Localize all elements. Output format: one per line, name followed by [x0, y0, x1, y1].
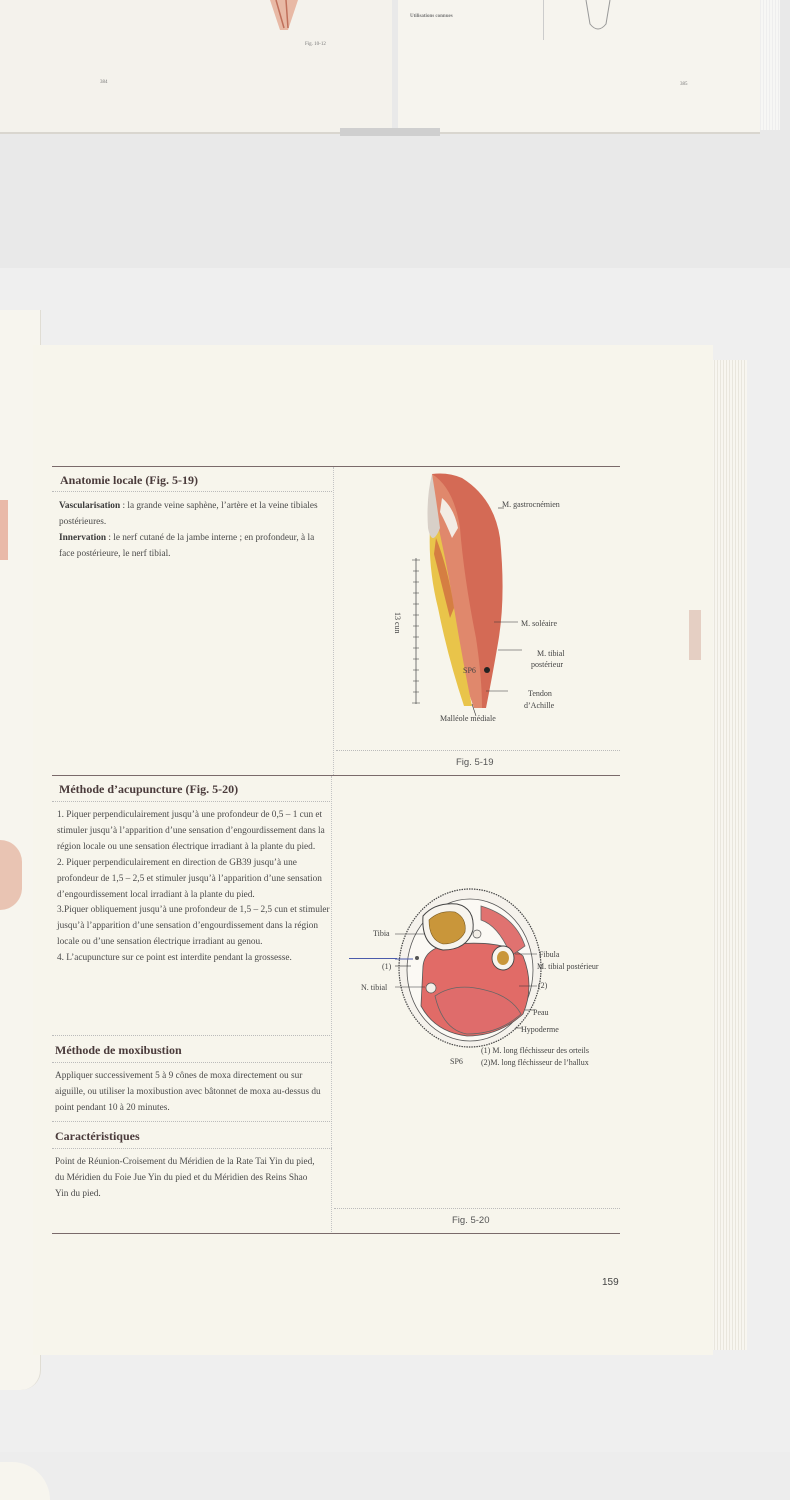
fig20-caption-rule [334, 1208, 620, 1209]
fig20-legend-2: (2)M. long fléchisseur de l’hallux [481, 1058, 589, 1067]
section4-dotted-rule [52, 1148, 332, 1149]
acupuncture-step-2: 2. Piquer perpendiculairement en direction de GB39 jusqu’à une profondeur de 1,5 – 2,5 et stimuler jusqu’à l’apparition d’une sensation d’engourdissement local irradiant à la plante du pied. [57, 857, 322, 900]
top-right-heading: Utilisations connues [410, 14, 453, 19]
fig20-label-sp6: SP6 [450, 1057, 463, 1066]
fig20-label-tibia: Tibia [373, 929, 390, 938]
fig19-label-tibial2: postérieur [531, 660, 563, 669]
section3-body [55, 1069, 327, 1117]
top-rule [52, 466, 620, 467]
fig19-caption: Fig. 5-19 [456, 757, 494, 768]
bottom-rule [52, 1233, 620, 1234]
vasc-text: : la grande veine saphène, l’artère et la veine tibiales postérieures. [59, 501, 318, 527]
fig19-caption-rule [336, 750, 620, 751]
needle-line [349, 958, 397, 959]
fig19-label-tendon1: Tendon [528, 689, 552, 698]
section2-title: Méthode d’acupuncture (Fig. 5-20) [59, 782, 239, 796]
acupuncture-step-3: 3.Piquer obliquement jusqu’à une profondeur de 1,5 – 2,5 cun et stimuler jusqu’à l’apparition d’une sensation d’engourdissement dans la région locale ou d’une sensation électrique irradiant au genou. [57, 905, 330, 948]
section4-top-rule [52, 1121, 332, 1122]
left-page-foot-fragment [0, 840, 22, 910]
inner-text: : le nerf cutané de la jambe interne ; en profondeur, à la face postérieure, le nerf tibial. [59, 532, 315, 559]
section4-title: Caractéristiques [55, 1129, 140, 1143]
section1-column-divider [333, 467, 334, 775]
section1-title: Anatomie locale (Fig. 5-19) [60, 473, 198, 487]
fig19-label-sp6: SP6 [463, 666, 476, 675]
fig19-label-tendon2: d’Achille [524, 701, 555, 710]
vasc-label: Vascularisation [59, 501, 121, 511]
section2-column-divider [331, 776, 332, 1234]
fig20-caption: Fig. 5-20 [452, 1215, 490, 1226]
top-left-page-number: 384 [100, 80, 108, 85]
section3-dotted-rule [52, 1062, 332, 1063]
top-fig-label: Fig. 10-12 [305, 42, 326, 47]
fig20-label-fibula: Fibula [539, 950, 560, 959]
fig20-label-ntibial: N. tibial [361, 983, 388, 992]
moxibustion-text: Appliquer successivement 5 à 9 cônes de moxa directement ou sur aiguille, ou utiliser la moxibustion avec bâtonnet de moxa au-dessus du point pendant 10 à 20 minutes. [55, 1071, 321, 1113]
fig20-legend-1: (1) M. long fléchisseur des orteils [481, 1046, 589, 1055]
section1-dotted-rule [52, 491, 332, 492]
top-divider [543, 0, 544, 40]
fig20-label-1: (1) [382, 962, 392, 971]
section3-top-rule [52, 1035, 332, 1036]
fig20-leader-lines [395, 930, 548, 1040]
fig19-leg-illustration [336, 468, 620, 748]
hand-sketch [576, 0, 620, 34]
acupuncture-step-4: 4. L’acupuncture sur ce point est interdite pendant la grossesse. [57, 953, 292, 964]
top-book-photo [0, 0, 790, 268]
section2-body [57, 808, 331, 967]
characteristics-text: Point de Réunion-Croisement du Méridien de la Rate Tai Yin du pied, du Méridien du Foie Jue Yin du pied et du Méridien des Reins Shao Yin du pied. [55, 1157, 315, 1199]
section1-body [59, 499, 331, 563]
left-page-illustration-fragment [0, 500, 8, 560]
hand-illustration [262, 0, 322, 34]
section2-dotted-rule [52, 801, 332, 802]
top-book-spine [340, 128, 440, 136]
sp6-point [484, 667, 490, 673]
middle-rule [52, 775, 620, 776]
bottom-photo-strip [0, 1452, 790, 1500]
fig19-label-gastro: M. gastrocnémien [502, 500, 560, 509]
fig20-label-peau: Peau [533, 1008, 549, 1017]
top-right-page [398, 0, 760, 134]
fig20-label-2: (2) [538, 981, 548, 990]
top-book-edges [760, 0, 780, 130]
top-left-page [0, 0, 392, 134]
fig19-label-cun: 13 cun [393, 612, 402, 634]
top-right-page-number: 385 [680, 82, 688, 87]
section4-body [55, 1155, 317, 1203]
fig19-label-tibial1: M. tibial [537, 649, 565, 658]
section3-title: Méthode de moxibustion [55, 1043, 182, 1057]
fig20-label-mtibial: M. tibial postérieur [537, 962, 599, 971]
fig19-label-soleaire: M. soléaire [521, 619, 557, 628]
fig20-label-hypoderme: Hypoderme [521, 1025, 559, 1034]
fig19-label-malleole: Malléole médiale [440, 714, 496, 723]
page-number: 159 [602, 1277, 619, 1288]
thumb-index-tab [689, 610, 701, 660]
acupuncture-step-1: 1. Piquer perpendiculairement jusqu’à une profondeur de 0,5 – 1 cun et stimuler jusqu’à l’apparition d’une sensation d’engourdissement dans la région locale ou une sensation électrique irradiant à la plante du pied. [57, 810, 325, 852]
inner-label: Innervation [59, 532, 107, 543]
